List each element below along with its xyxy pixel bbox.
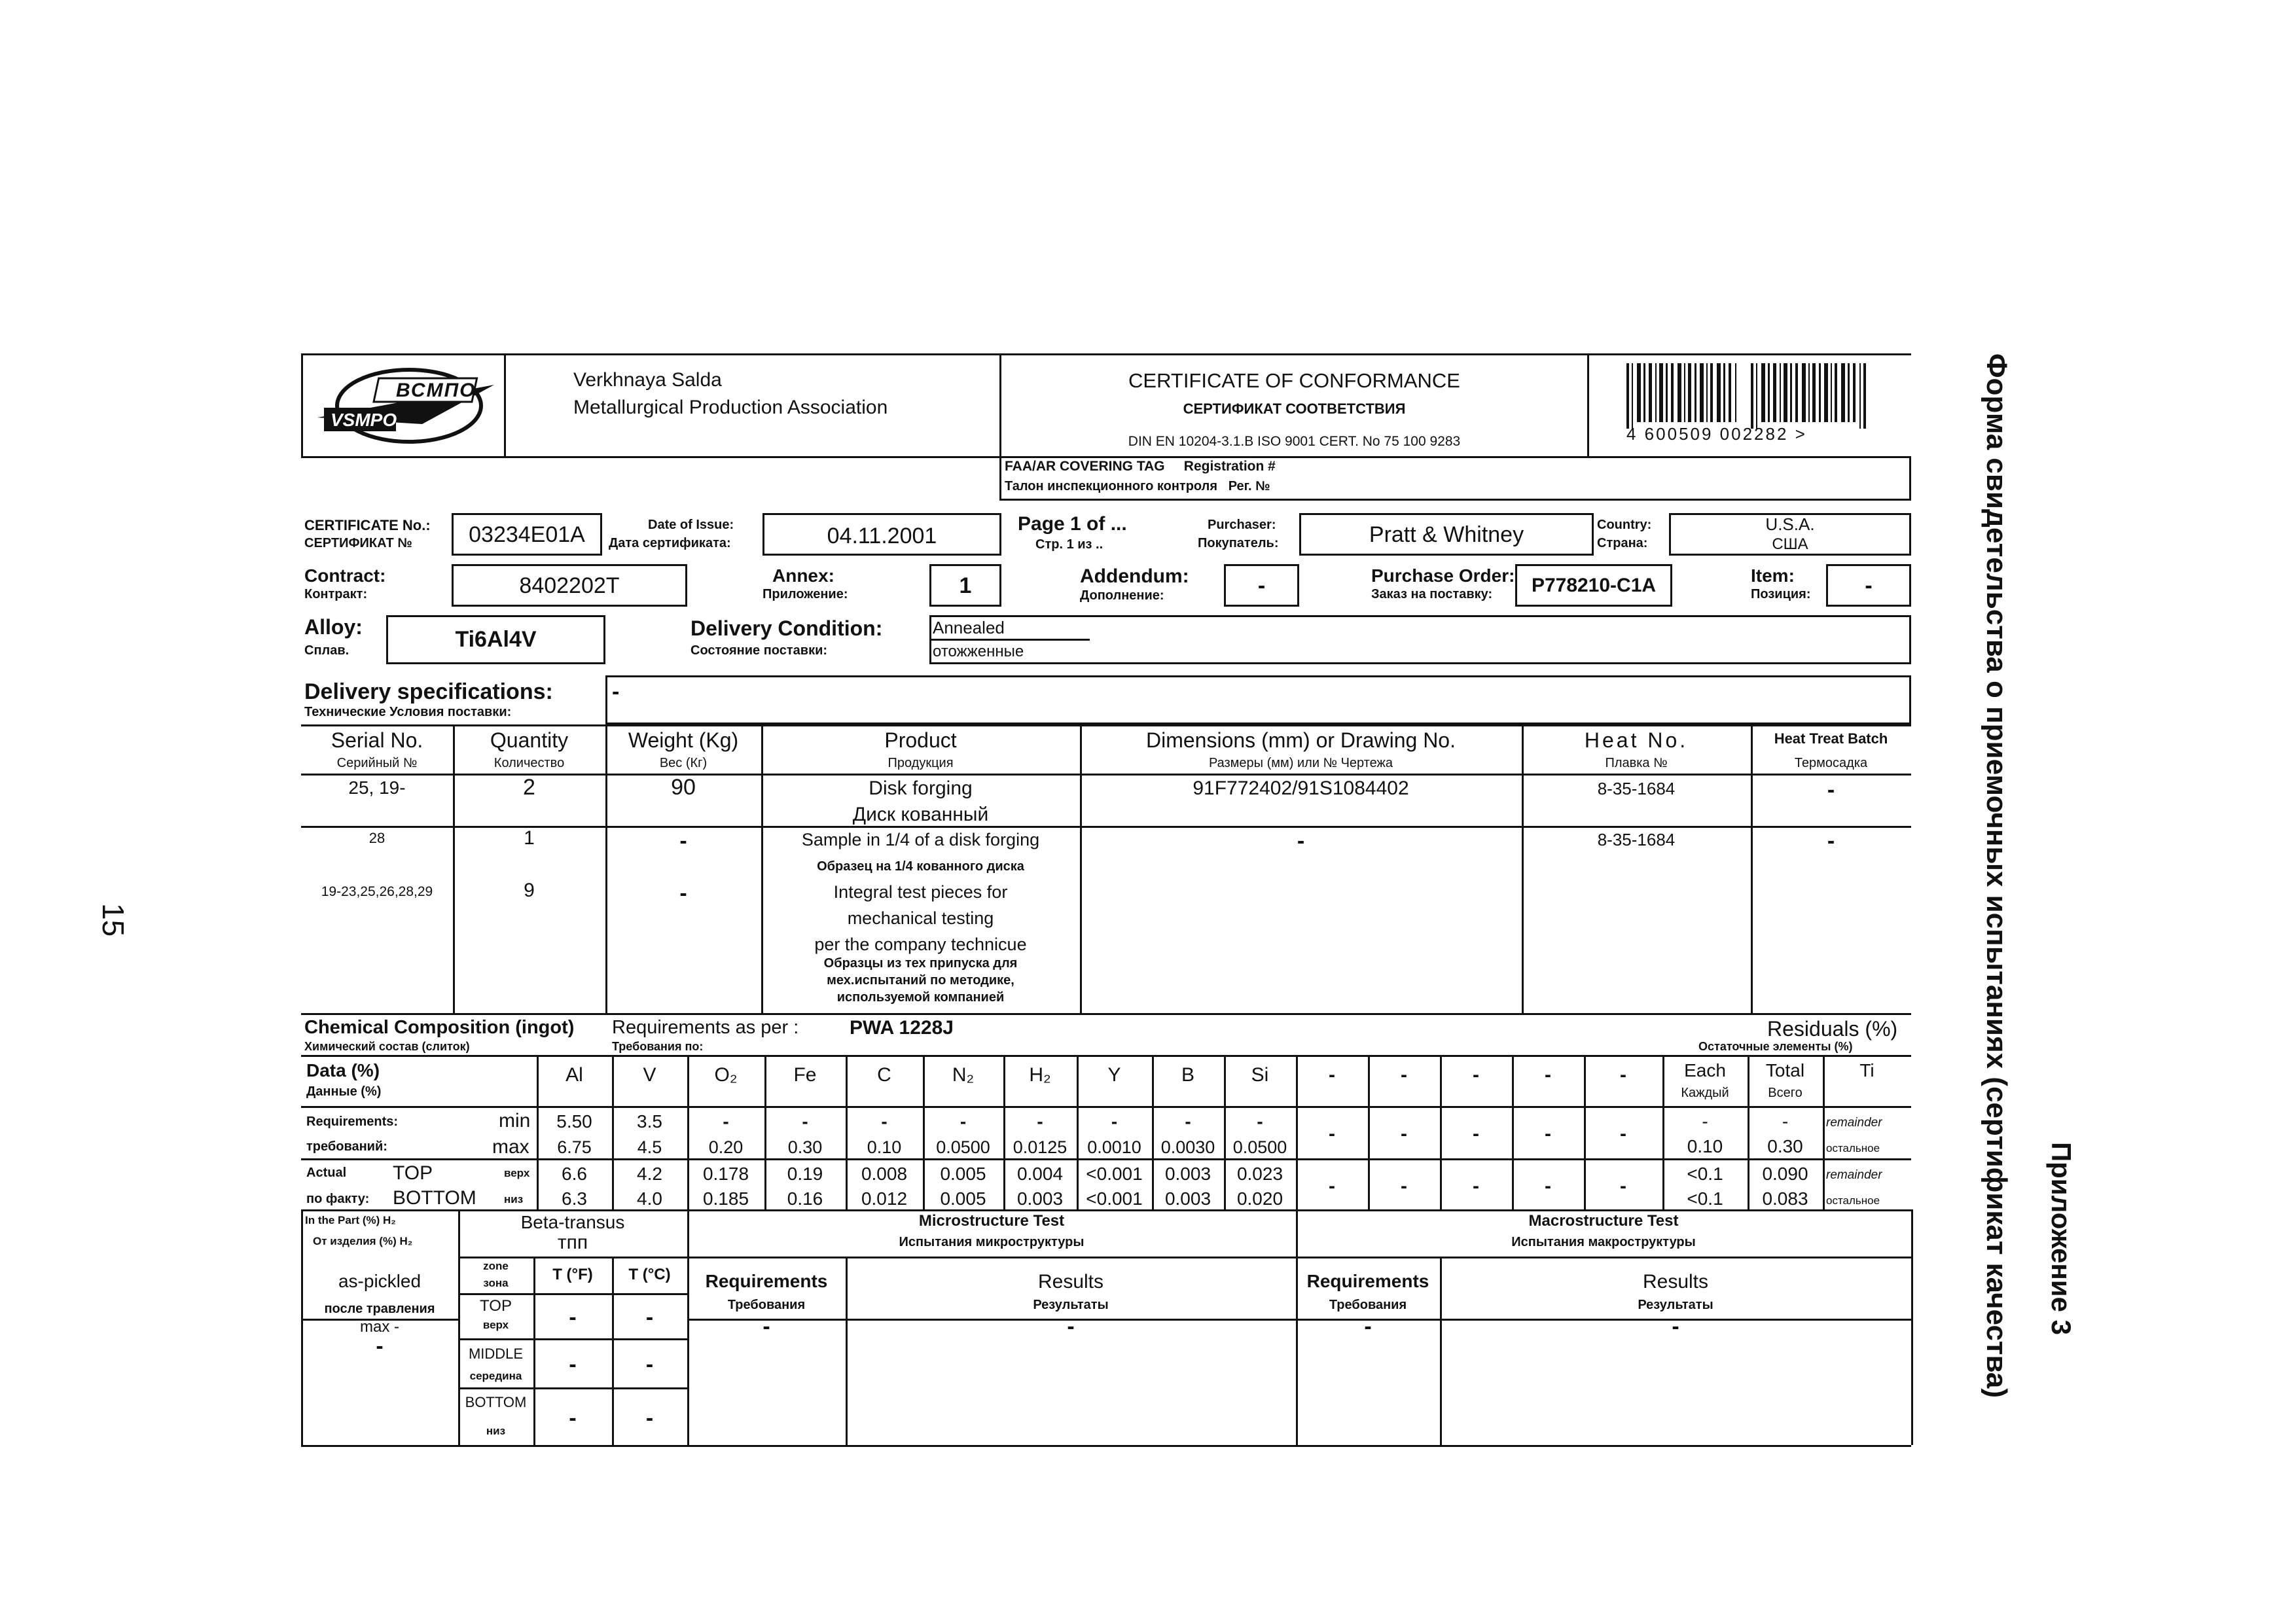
actual-bottom-cell: <0.001 xyxy=(1086,1188,1143,1209)
beta-transus-ru: тпп xyxy=(557,1232,588,1253)
col-batch-ru: Термосадка xyxy=(1794,756,1868,770)
top-total: 0.090 xyxy=(1762,1164,1808,1184)
macro-req-value: - xyxy=(1364,1314,1372,1339)
actual-residual-cell: - xyxy=(1620,1175,1626,1197)
req-each-max: 0.10 xyxy=(1687,1136,1723,1156)
tf-header: T (°F) xyxy=(552,1266,593,1283)
barcode-number: 4 600509 002282 > xyxy=(1626,424,1807,444)
req-max-cell: 6.75 xyxy=(557,1137,592,1157)
max-label: max xyxy=(492,1136,529,1158)
actual-label: Actual xyxy=(306,1166,347,1180)
alloy-label: Alloy: xyxy=(304,615,363,639)
element-header: Al xyxy=(565,1064,583,1086)
spec-label-ru: Технические Условия поставки: xyxy=(304,705,512,719)
req-total-min: - xyxy=(1782,1111,1789,1132)
chem-title-ru: Химический состав (слиток) xyxy=(304,1040,470,1053)
barcode xyxy=(1620,360,1895,452)
element-header: - xyxy=(1401,1064,1407,1086)
req-max-cell: 0.10 xyxy=(867,1137,902,1157)
alloy-label-ru: Сплав. xyxy=(304,643,350,658)
po-label: Purchase Order: xyxy=(1371,565,1515,586)
req-residual-cell: - xyxy=(1620,1123,1626,1145)
actual-residual-cell: - xyxy=(1473,1175,1479,1197)
country-label: Country: xyxy=(1597,518,1652,532)
bottom-tc: - xyxy=(645,1406,654,1431)
req-min-cell: - xyxy=(1111,1111,1118,1132)
micro-req-value: - xyxy=(762,1314,770,1339)
req-max-cell: 0.20 xyxy=(708,1137,744,1157)
req-total-max: 0.30 xyxy=(1767,1136,1803,1156)
actual-bottom-cell: 4.0 xyxy=(637,1188,662,1209)
residuals-label-ru: Остаточные элементы (%) xyxy=(1698,1040,1853,1053)
actual-bottom-cell: 0.16 xyxy=(787,1188,823,1209)
actual-residual-cell: - xyxy=(1329,1175,1335,1197)
chem-req-label-ru: Требования по: xyxy=(612,1040,704,1053)
req-each-min: - xyxy=(1702,1111,1708,1132)
company-logo xyxy=(304,359,501,454)
top-tc: - xyxy=(645,1305,654,1330)
bottom-ti: остальное xyxy=(1826,1194,1880,1207)
col-product-ru: Продукция xyxy=(888,756,954,770)
top-label-ru: верх xyxy=(504,1167,530,1179)
company-name-line1: Verkhnaya Salda xyxy=(573,369,722,391)
req-max-cell: 0.0010 xyxy=(1087,1137,1141,1157)
item-label: Item: xyxy=(1751,565,1795,586)
req-min-cell: 5.50 xyxy=(556,1111,592,1132)
req-residual-cell: - xyxy=(1401,1123,1407,1145)
req-max-cell: 0.0500 xyxy=(936,1137,990,1157)
addendum-label: Addendum: xyxy=(1080,565,1189,587)
actual-bottom-cell: 6.3 xyxy=(562,1188,587,1209)
cert-title-ru: СЕРТИФИКАТ СООТВЕТСТВИЯ xyxy=(1183,401,1406,417)
cert-no-label-ru: СЕРТИФИКАТ № xyxy=(304,536,412,550)
actual-label-ru: по факту: xyxy=(306,1192,370,1206)
bottom-label: BOTTOM xyxy=(393,1187,476,1209)
micro-results-value: - xyxy=(1067,1314,1075,1339)
zone-middle-ru: середина xyxy=(469,1370,522,1382)
pickled-max: max - xyxy=(360,1318,399,1336)
cert-no-value: 03234E01A xyxy=(469,522,585,547)
data-label-ru: Данные (%) xyxy=(306,1084,382,1099)
macro-req: Requirements xyxy=(1306,1271,1429,1291)
zone-bottom: BOTTOM xyxy=(465,1394,527,1410)
micro-results: Results xyxy=(1037,1271,1104,1293)
zone-label-ru: зона xyxy=(483,1277,509,1289)
chem-req-label: Requirements as per : xyxy=(612,1017,799,1038)
date-label: Date of Issue: xyxy=(648,518,734,532)
actual-bottom-cell: 0.003 xyxy=(1016,1188,1064,1209)
element-header: B xyxy=(1181,1064,1194,1086)
actual-top-cell: 0.004 xyxy=(1016,1164,1064,1184)
element-header: - xyxy=(1545,1064,1551,1086)
element-header: - xyxy=(1329,1064,1335,1086)
col-dimensions-ru: Размеры (мм) или № Чертежа xyxy=(1208,756,1393,770)
appendix-label: Приложение 3 xyxy=(2046,1141,2077,1335)
req-row-label: Requirements: xyxy=(306,1115,399,1129)
purchaser-label: Purchaser: xyxy=(1208,518,1276,532)
req-residual-cell: - xyxy=(1545,1123,1551,1145)
purchaser-label-ru: Покупатель: xyxy=(1198,536,1279,550)
col-quantity: Quantity xyxy=(490,728,569,752)
col-weight: Weight (Kg) xyxy=(628,728,739,752)
element-header: Si xyxy=(1251,1064,1269,1086)
h2-label: In the Part (%) H₂ xyxy=(305,1214,396,1226)
purchaser-value: Pratt & Whitney xyxy=(1369,522,1524,547)
actual-bottom-cell: 0.005 xyxy=(940,1188,986,1209)
actual-top-cell: <0.001 xyxy=(1086,1164,1143,1184)
req-min-cell: - xyxy=(960,1111,967,1132)
ti-header: Ti xyxy=(1859,1060,1874,1080)
faa-tag-ru: Талон инспекционного контроля Рег. № xyxy=(1005,479,1270,493)
cert-standards: DIN EN 10204-3.1.B ISO 9001 CERT. No 75 100 9283 xyxy=(1128,434,1461,449)
col-serial: Serial No. xyxy=(331,728,423,752)
logo-text-en: VSMPO xyxy=(331,410,397,430)
element-header: Fe xyxy=(793,1064,817,1086)
req-residual-cell: - xyxy=(1329,1123,1335,1145)
req-ti: remainder xyxy=(1826,1116,1882,1130)
min-label: min xyxy=(499,1110,531,1132)
req-ti-ru: остальное xyxy=(1826,1142,1880,1154)
zone-label: zone xyxy=(483,1260,509,1272)
macro-results-ru: Результаты xyxy=(1638,1298,1713,1312)
actual-top-cell: 0.003 xyxy=(1164,1164,1211,1184)
element-header: - xyxy=(1473,1064,1479,1086)
macro-title-ru: Испытания макроструктуры xyxy=(1511,1235,1696,1249)
total-header: Total xyxy=(1765,1060,1805,1080)
country-value: U.S.A. xyxy=(1765,514,1815,534)
micro-req: Requirements xyxy=(705,1271,828,1291)
beta-transus: Beta-transus xyxy=(520,1212,625,1232)
req-min-cell: - xyxy=(1257,1111,1263,1132)
delivery-label: Delivery Condition: xyxy=(691,616,883,640)
req-min-cell: - xyxy=(1185,1111,1191,1132)
form-title: Форма свидетельства о приемочных испытаниях (сертификат качества) xyxy=(1981,353,2013,1399)
macro-results: Results xyxy=(1642,1271,1709,1293)
element-header: H₂ xyxy=(1029,1064,1051,1086)
annex-value: 1 xyxy=(959,573,972,598)
contract-value: 8402202T xyxy=(519,573,620,598)
country-label-ru: Страна: xyxy=(1597,536,1648,550)
pickled-label: as-pickled xyxy=(338,1271,422,1291)
zone-middle: MIDDLE xyxy=(468,1346,524,1362)
actual-bottom-cell: 0.003 xyxy=(1164,1188,1211,1209)
pickled-label-ru: после травления xyxy=(324,1302,435,1316)
date-label-ru: Дата сертификата: xyxy=(609,536,731,550)
element-header: O₂ xyxy=(714,1064,738,1086)
delivery-value-ru: отожженные xyxy=(933,643,1024,660)
logo-text-ru: ВСМПО xyxy=(396,380,476,401)
actual-bottom-cell: 0.020 xyxy=(1236,1188,1283,1209)
micro-req-ru: Требования xyxy=(727,1298,806,1312)
alloy-value: Ti6Al4V xyxy=(455,627,537,652)
each-header: Each xyxy=(1684,1060,1726,1080)
top-ti: remainder xyxy=(1826,1168,1882,1182)
req-max-cell: 0.0030 xyxy=(1160,1137,1215,1157)
date-value: 04.11.2001 xyxy=(827,524,937,548)
req-row-label-ru: требований: xyxy=(306,1139,387,1154)
contract-label: Contract: xyxy=(304,565,386,586)
bottom-each: <0.1 xyxy=(1687,1188,1723,1209)
actual-bottom-cell: 0.185 xyxy=(702,1188,749,1209)
top-tf: - xyxy=(569,1305,577,1330)
zone-top-ru: верх xyxy=(482,1319,509,1331)
actual-top-cell: 0.19 xyxy=(787,1164,823,1184)
col-heat-ru: Плавка № xyxy=(1605,756,1668,770)
macro-title: Macrostructure Test xyxy=(1528,1212,1679,1230)
bottom-tf: - xyxy=(569,1406,577,1431)
middle-tc: - xyxy=(645,1352,654,1377)
macro-results-value: - xyxy=(1672,1314,1679,1339)
actual-residual-cell: - xyxy=(1401,1175,1407,1197)
col-batch: Heat Treat Batch xyxy=(1774,730,1888,747)
actual-top-cell: 0.005 xyxy=(940,1164,986,1184)
addendum-label-ru: Дополнение: xyxy=(1080,588,1164,603)
delivery-value: Annealed xyxy=(933,618,1005,637)
bottom-total: 0.083 xyxy=(1762,1188,1808,1209)
col-heat: Heat No. xyxy=(1584,728,1689,752)
req-min-cell: - xyxy=(1037,1111,1043,1132)
col-weight-ru: Вес (Кг) xyxy=(659,756,708,770)
req-max-cell: 0.0500 xyxy=(1232,1137,1287,1157)
req-max-cell: 0.0125 xyxy=(1013,1137,1067,1157)
chem-req-value: PWA 1228J xyxy=(850,1017,954,1039)
annex-label: Annex: xyxy=(772,565,834,586)
faa-tag: FAA/AR COVERING TAG Registration # xyxy=(1005,459,1276,474)
actual-top-cell: 4.2 xyxy=(637,1164,662,1184)
req-min-cell: - xyxy=(881,1111,888,1132)
bottom-label-ru: низ xyxy=(504,1193,524,1205)
req-min-cell: - xyxy=(723,1111,729,1132)
actual-bottom-cell: 0.012 xyxy=(861,1188,908,1209)
element-header: - xyxy=(1620,1064,1626,1086)
middle-tf: - xyxy=(569,1352,577,1377)
col-serial-ru: Серийный № xyxy=(336,756,418,770)
data-label: Data (%) xyxy=(306,1060,380,1080)
micro-title: Microstructure Test xyxy=(918,1212,1065,1230)
contract-label-ru: Контракт: xyxy=(304,587,368,601)
element-header: N₂ xyxy=(952,1064,975,1086)
col-product: Product xyxy=(884,728,957,752)
actual-top-cell: 0.008 xyxy=(861,1164,908,1184)
po-label-ru: Заказ на поставку: xyxy=(1371,587,1493,601)
tc-header: T (°C) xyxy=(628,1266,671,1283)
page-label: Page 1 of ... xyxy=(1018,513,1127,535)
chem-title: Chemical Composition (ingot) xyxy=(304,1017,575,1038)
col-quantity-ru: Количество xyxy=(493,756,565,770)
delivery-label-ru: Состояние поставки: xyxy=(691,643,828,658)
h2-value: - xyxy=(376,1334,384,1359)
req-min-cell: 3.5 xyxy=(637,1111,662,1132)
country-value-ru: США xyxy=(1772,535,1808,553)
top-label: TOP xyxy=(393,1162,433,1184)
annex-label-ru: Приложение: xyxy=(762,587,848,601)
cert-no-label: CERTIFICATE No.: xyxy=(304,517,431,533)
page-number: 15 xyxy=(96,903,130,937)
req-min-cell: - xyxy=(802,1111,808,1132)
element-header: Y xyxy=(1107,1064,1121,1086)
actual-top-cell: 0.023 xyxy=(1236,1164,1283,1184)
h2-label-ru: От изделия (%) H₂ xyxy=(313,1235,413,1247)
req-max-cell: 0.30 xyxy=(787,1137,823,1157)
actual-top-cell: 6.6 xyxy=(562,1164,587,1184)
req-max-cell: 4.5 xyxy=(637,1137,662,1157)
micro-title-ru: Испытания микроструктуры xyxy=(899,1235,1085,1249)
top-each: <0.1 xyxy=(1687,1164,1723,1184)
po-value: P778210-C1A xyxy=(1531,575,1657,596)
spec-value: - xyxy=(612,679,620,704)
cert-title-en: CERTIFICATE OF CONFORMANCE xyxy=(1128,369,1460,392)
element-header: C xyxy=(877,1064,891,1086)
each-header-ru: Каждый xyxy=(1681,1086,1729,1100)
addendum-value: - xyxy=(1257,573,1266,598)
residuals-label: Residuals (%) xyxy=(1767,1017,1898,1041)
actual-residual-cell: - xyxy=(1545,1175,1551,1197)
total-header-ru: Всего xyxy=(1768,1086,1803,1100)
col-dimensions: Dimensions (mm) or Drawing No. xyxy=(1146,728,1456,752)
req-residual-cell: - xyxy=(1473,1123,1479,1145)
zone-top: TOP xyxy=(480,1297,512,1315)
zone-bottom-ru: низ xyxy=(486,1425,506,1437)
item-value: - xyxy=(1865,573,1873,598)
page-label-ru: Стр. 1 из .. xyxy=(1035,537,1103,552)
macro-req-ru: Требования xyxy=(1329,1298,1407,1312)
actual-top-cell: 0.178 xyxy=(702,1164,749,1184)
micro-results-ru: Результаты xyxy=(1033,1298,1109,1312)
company-name-line2: Metallurgical Production Association xyxy=(573,397,888,418)
item-label-ru: Позиция: xyxy=(1751,587,1811,601)
element-header: V xyxy=(643,1064,656,1086)
spec-label: Delivery specifications: xyxy=(304,679,553,704)
